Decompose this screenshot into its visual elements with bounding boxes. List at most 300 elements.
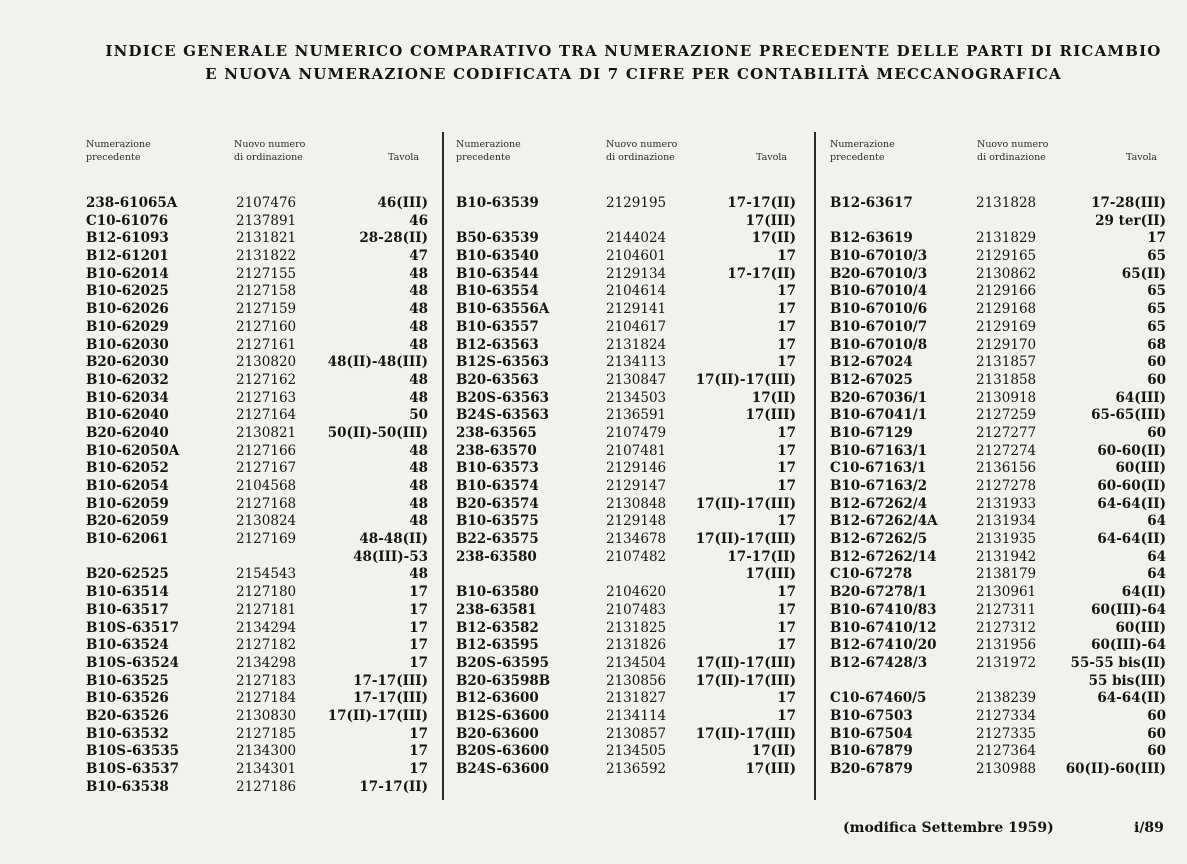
new-order-number: 2131933	[976, 495, 1037, 512]
tavola-ref: 60	[1147, 354, 1166, 371]
tavola-ref: 17-17(III)	[353, 672, 428, 689]
new-order-number: 2131942	[976, 548, 1037, 565]
tavola-ref: 65(II)	[1121, 265, 1166, 282]
previous-number: B12-63595	[456, 637, 539, 654]
new-order-number: 2131826	[606, 637, 667, 654]
new-order-number: 2131934	[976, 513, 1037, 530]
new-order-number: 2107483	[606, 601, 667, 618]
tavola-ref: 17	[777, 424, 796, 441]
tavola-ref: 65	[1147, 318, 1166, 335]
tavola-ref: 17	[409, 743, 428, 760]
tavola-ref: 48	[409, 566, 428, 583]
tavola-ref: 46	[409, 212, 428, 229]
new-order-number: 2127184	[236, 690, 297, 707]
previous-number: B10-63580	[456, 584, 539, 601]
new-order-number: 2134678	[606, 531, 667, 548]
previous-number: B12-67262/4	[830, 495, 928, 512]
previous-number: B10-63525	[86, 672, 169, 689]
previous-number: C10-67163/1	[830, 460, 927, 477]
tavola-ref: 17-28(III)	[1091, 195, 1166, 211]
tavola-ref: 48	[409, 336, 428, 353]
tavola-ref: 60(II)-60(III)	[1065, 761, 1166, 777]
previous-number: B20S-63563	[456, 389, 550, 406]
new-order-number: 2134301	[236, 761, 297, 777]
previous-number: B10-67129	[830, 424, 913, 441]
previous-number: B10-62026	[86, 301, 169, 318]
previous-number: B20-63574	[456, 495, 539, 512]
previous-number: B12-63563	[456, 336, 539, 353]
previous-number: B10-67010/8	[830, 336, 928, 353]
new-order-number: 2127185	[236, 725, 297, 742]
new-order-number: 2138179	[976, 566, 1037, 583]
new-order-number: 2127161	[236, 336, 297, 353]
header-tavola-3: Tavola	[1126, 152, 1158, 163]
tavola-ref: 17	[777, 637, 796, 654]
tavola-ref: 50	[409, 407, 428, 424]
previous-number: B20-62040	[86, 424, 169, 441]
tavola-ref: 48	[409, 283, 428, 300]
previous-number: B10-62052	[86, 460, 169, 477]
revision-note: (modifica Settembre 1959)	[843, 820, 1054, 836]
previous-number: C10-67460/5	[830, 690, 927, 707]
new-order-number: 2131828	[976, 195, 1037, 211]
new-order-number: 2107481	[606, 442, 667, 459]
tavola-ref: 17	[409, 619, 428, 636]
tavola-ref: 28-28(II)	[359, 230, 428, 247]
new-order-number: 2130848	[606, 495, 667, 512]
previous-number: B20S-63600	[456, 743, 550, 760]
new-order-number: 2127259	[976, 407, 1037, 424]
previous-number: B20-62030	[86, 354, 169, 371]
new-order-number: 2131858	[976, 371, 1037, 388]
tavola-ref: 17	[777, 301, 796, 318]
tavola-ref: 55 bis(III)	[1088, 672, 1166, 689]
new-order-number: 2127311	[976, 601, 1037, 618]
new-order-number: 2129168	[976, 301, 1037, 318]
header-tavola-1: Tavola	[388, 152, 420, 163]
new-order-number: 2131857	[976, 354, 1037, 371]
tavola-ref: 17(II)	[751, 743, 796, 760]
new-order-number: 2104568	[236, 478, 297, 494]
tavola-ref: 60	[1147, 371, 1166, 388]
new-order-number: 2131972	[976, 654, 1037, 671]
new-order-number: 2127155	[236, 265, 297, 282]
previous-number: B20-67010/3	[830, 265, 928, 282]
new-order-number: 2127162	[236, 371, 297, 388]
previous-number: B10-63540	[456, 248, 539, 265]
tavola-ref: 17	[777, 619, 796, 636]
tavola-ref: 48	[409, 301, 428, 318]
tavola-ref: 60	[1147, 707, 1166, 724]
tavola-ref: 48	[409, 513, 428, 530]
previous-number: B12-63600	[456, 690, 539, 707]
new-order-number: 2129170	[976, 336, 1037, 353]
new-order-number: 2134503	[606, 389, 667, 406]
new-order-number: 2144024	[606, 230, 667, 247]
previous-number: B10-63556A	[456, 301, 550, 318]
new-order-number: 2127277	[976, 424, 1037, 441]
new-order-number: 2127278	[976, 478, 1037, 494]
new-order-number: 2129146	[606, 460, 667, 477]
tavola-ref: 48(III)-53	[353, 548, 428, 565]
previous-number: B10-67504	[830, 725, 913, 742]
tavola-ref: 17(III)	[745, 407, 796, 424]
new-order-number: 2127186	[236, 778, 297, 795]
tavola-ref: 17-17(III)	[353, 690, 428, 707]
previous-number: B10-67410/12	[830, 619, 937, 636]
tavola-ref: 68	[1147, 336, 1166, 353]
new-order-number: 2104620	[606, 584, 667, 601]
previous-number: B12-61201	[86, 248, 169, 265]
previous-number: B12-67024	[830, 354, 913, 371]
column-divider	[442, 132, 444, 800]
new-order-number: 2127274	[976, 442, 1037, 459]
previous-number: B20-63563	[456, 371, 539, 388]
previous-number: 238-63570	[456, 442, 537, 459]
new-order-number: 2129148	[606, 513, 667, 530]
new-order-number: 2130918	[976, 389, 1037, 406]
page-title-line-1: INDICE GENERALE NUMERICO COMPARATIVO TRA NUMERAZIONE PRECEDENTE DELLE PARTI DI RICAMBIO	[105, 42, 1162, 60]
previous-number: B24S-63600	[456, 761, 550, 777]
tavola-ref: 48	[409, 478, 428, 494]
new-order-number: 2129166	[976, 283, 1037, 300]
previous-number: B12S-63600	[456, 707, 550, 724]
previous-number: B12-67262/14	[830, 548, 937, 565]
header-prev-1: Numerazione precedente	[86, 139, 151, 163]
new-order-number: 2154543	[236, 566, 297, 583]
tavola-ref: 29 ter(II)	[1095, 212, 1166, 229]
tavola-ref: 60	[1147, 424, 1166, 441]
previous-number: 238-63565	[456, 424, 537, 441]
previous-number: B10-63526	[86, 690, 169, 707]
previous-number: B10-67010/6	[830, 301, 928, 318]
tavola-ref: 17(III)	[745, 212, 796, 229]
page-title-line-2: E NUOVA NUMERAZIONE CODIFICATA DI 7 CIFRE PER CONTABILITÀ MECCANOGRAFICA	[205, 65, 1062, 83]
previous-number: B12-67410/20	[830, 637, 937, 654]
new-order-number: 2134294	[236, 619, 297, 636]
previous-number: B10-62025	[86, 283, 169, 300]
tavola-ref: 46(III)	[377, 195, 428, 211]
previous-number: B10-63544	[456, 265, 539, 282]
tavola-ref: 17	[777, 460, 796, 477]
tavola-ref: 17(II)	[751, 389, 796, 406]
tavola-ref: 64-64(II)	[1097, 690, 1166, 707]
tavola-ref: 60	[1147, 725, 1166, 742]
tavola-ref: 17(III)	[745, 566, 796, 583]
previous-number: B10-63539	[456, 195, 539, 211]
previous-number: B12-67262/5	[830, 531, 928, 548]
new-order-number: 2131827	[606, 690, 667, 707]
previous-number: B20-67278/1	[830, 584, 928, 601]
tavola-ref: 17	[777, 354, 796, 371]
previous-number: B10-63574	[456, 478, 539, 494]
tavola-ref: 65	[1147, 283, 1166, 300]
previous-number: B10-63554	[456, 283, 539, 300]
tavola-ref: 17	[777, 584, 796, 601]
previous-number: B10-62050A	[86, 442, 180, 459]
previous-number: B10-67879	[830, 743, 913, 760]
tavola-ref: 17	[777, 318, 796, 335]
tavola-ref: 48	[409, 460, 428, 477]
new-order-number: 2130856	[606, 672, 667, 689]
new-order-number: 2107476	[236, 195, 297, 211]
new-order-number: 2137891	[236, 212, 297, 229]
new-order-number: 2127164	[236, 407, 297, 424]
new-order-number: 2127169	[236, 531, 297, 548]
new-order-number: 2136592	[606, 761, 667, 777]
tavola-ref: 17	[777, 336, 796, 353]
new-order-number: 2127167	[236, 460, 297, 477]
tavola-ref: 48	[409, 442, 428, 459]
tavola-ref: 17(II)-17(III)	[695, 371, 796, 388]
previous-number: B10-67410/83	[830, 601, 937, 618]
tavola-ref: 48-48(II)	[359, 531, 428, 548]
previous-number: B20-63598B	[456, 672, 551, 689]
tavola-ref: 17-17(II)	[359, 778, 428, 795]
new-order-number: 2134298	[236, 654, 297, 671]
new-order-number: 2134505	[606, 743, 667, 760]
tavola-ref: 64(II)	[1121, 584, 1166, 601]
tavola-ref: 17	[1147, 230, 1166, 247]
previous-number: B20-63526	[86, 707, 169, 724]
new-order-number: 2127159	[236, 301, 297, 318]
tavola-ref: 17	[409, 654, 428, 671]
new-order-number: 2130824	[236, 513, 297, 530]
header-new-2: Nuovo numero di ordinazione	[606, 139, 678, 163]
new-order-number: 2131825	[606, 619, 667, 636]
tavola-ref: 17	[777, 707, 796, 724]
tavola-ref: 17	[777, 442, 796, 459]
tavola-ref: 17	[409, 637, 428, 654]
new-order-number: 2131824	[606, 336, 667, 353]
new-order-number: 2134114	[606, 707, 667, 724]
previous-number: C10-61076	[86, 212, 169, 229]
new-order-number: 2130820	[236, 354, 297, 371]
tavola-ref: 17(III)	[745, 761, 796, 777]
new-order-number: 2127312	[976, 619, 1037, 636]
tavola-ref: 64-64(II)	[1097, 495, 1166, 512]
tavola-ref: 17	[409, 584, 428, 601]
tavola-ref: 64	[1147, 513, 1166, 530]
previous-number: B10-62014	[86, 265, 169, 282]
new-order-number: 2131935	[976, 531, 1037, 548]
previous-number: B12-63617	[830, 195, 913, 211]
tavola-ref: 17(II)-17(III)	[695, 531, 796, 548]
new-order-number: 2131821	[236, 230, 297, 247]
new-order-number: 2127166	[236, 442, 297, 459]
tavola-ref: 17-17(II)	[727, 548, 796, 565]
new-order-number: 2104614	[606, 283, 667, 300]
previous-number: B20-67036/1	[830, 389, 928, 406]
previous-number: B20-62059	[86, 513, 169, 530]
new-order-number: 2130821	[236, 424, 297, 441]
previous-number: B10-62059	[86, 495, 169, 512]
previous-number: B12-67262/4A	[830, 513, 938, 530]
tavola-ref: 48	[409, 265, 428, 282]
previous-number: B20-67879	[830, 761, 913, 777]
column-divider	[814, 132, 816, 800]
new-order-number: 2107479	[606, 424, 667, 441]
previous-number: B12-67025	[830, 371, 913, 388]
new-order-number: 2127334	[976, 707, 1037, 724]
new-order-number: 2130988	[976, 761, 1037, 777]
previous-number: 238-61065A	[86, 195, 178, 211]
new-order-number: 2130857	[606, 725, 667, 742]
previous-number: B10-67010/3	[830, 248, 928, 265]
header-prev-3: Numerazione precedente	[830, 139, 895, 163]
new-order-number: 2130961	[976, 584, 1037, 601]
tavola-ref: 64	[1147, 548, 1166, 565]
new-order-number: 2127163	[236, 389, 297, 406]
new-order-number: 2127158	[236, 283, 297, 300]
previous-number: B20S-63595	[456, 654, 550, 671]
previous-number: B10S-63517	[86, 619, 180, 636]
tavola-ref: 48	[409, 371, 428, 388]
previous-number: B10-67163/2	[830, 478, 928, 494]
previous-number: B10S-63537	[86, 761, 180, 777]
tavola-ref: 48	[409, 495, 428, 512]
new-order-number: 2127182	[236, 637, 297, 654]
new-order-number: 2104617	[606, 318, 667, 335]
previous-number: B12-67428/3	[830, 654, 928, 671]
previous-number: B10-62029	[86, 318, 169, 335]
new-order-number: 2127168	[236, 495, 297, 512]
new-order-number: 2134113	[606, 354, 667, 371]
new-order-number: 2136156	[976, 460, 1037, 477]
tavola-ref: 48	[409, 318, 428, 335]
tavola-ref: 17	[777, 283, 796, 300]
previous-number: B10-62034	[86, 389, 169, 406]
tavola-ref: 60-60(II)	[1097, 442, 1166, 459]
new-order-number: 2138239	[976, 690, 1037, 707]
tavola-ref: 64	[1147, 566, 1166, 583]
tavola-ref: 65-65(III)	[1091, 407, 1166, 424]
tavola-ref: 17(II)-17(III)	[327, 707, 428, 724]
new-order-number: 2107482	[606, 548, 667, 565]
tavola-ref: 47	[409, 248, 428, 265]
tavola-ref: 17(II)-17(III)	[695, 725, 796, 742]
previous-number: B22-63575	[456, 531, 539, 548]
previous-number: B12-63582	[456, 619, 539, 636]
new-order-number: 2127335	[976, 725, 1037, 742]
previous-number: B10S-63524	[86, 654, 180, 671]
previous-number: B10-63575	[456, 513, 539, 530]
tavola-ref: 17	[777, 601, 796, 618]
tavola-ref: 48	[409, 389, 428, 406]
tavola-ref: 64(III)	[1115, 389, 1166, 406]
previous-number: B10-62054	[86, 478, 169, 494]
previous-number: B10-63524	[86, 637, 169, 654]
tavola-ref: 17(II)-17(III)	[695, 654, 796, 671]
previous-number: B12S-63563	[456, 354, 550, 371]
tavola-ref: 17(II)-17(III)	[695, 495, 796, 512]
previous-number: B10-63538	[86, 778, 169, 795]
tavola-ref: 60(III)-64	[1091, 637, 1166, 654]
tavola-ref: 64-64(II)	[1097, 531, 1166, 548]
previous-number: B10-63557	[456, 318, 539, 335]
new-order-number: 2127160	[236, 318, 297, 335]
new-order-number: 2136591	[606, 407, 667, 424]
header-prev-2: Numerazione precedente	[456, 139, 521, 163]
new-order-number: 2129147	[606, 478, 667, 494]
new-order-number: 2130862	[976, 265, 1037, 282]
tavola-ref: 65	[1147, 301, 1166, 318]
tavola-ref: 17(II)-17(III)	[695, 672, 796, 689]
previous-number: B12-61093	[86, 230, 169, 247]
tavola-ref: 17-17(II)	[727, 265, 796, 282]
new-order-number: 2129195	[606, 195, 667, 211]
previous-number: B10-62030	[86, 336, 169, 353]
tavola-ref: 17	[409, 761, 428, 777]
previous-number: B10-67163/1	[830, 442, 928, 459]
previous-number: B10S-63535	[86, 743, 180, 760]
new-order-number: 2127180	[236, 584, 297, 601]
previous-number: C10-67278	[830, 566, 913, 583]
tavola-ref: 17	[409, 725, 428, 742]
previous-number: B10-67010/4	[830, 283, 928, 300]
tavola-ref: 65	[1147, 248, 1166, 265]
new-order-number: 2104601	[606, 248, 667, 265]
previous-number: B10-63532	[86, 725, 169, 742]
tavola-ref: 17	[777, 478, 796, 494]
previous-number: B10-62061	[86, 531, 169, 548]
header-new-3: Nuovo numero di ordinazione	[977, 139, 1049, 163]
previous-number: B10-63573	[456, 460, 539, 477]
previous-number: B24S-63563	[456, 407, 550, 424]
header-tavola-2: Tavola	[756, 152, 788, 163]
previous-number: B10-67041/1	[830, 407, 928, 424]
header-new-1: Nuovo numero di ordinazione	[234, 139, 306, 163]
new-order-number: 2130830	[236, 707, 297, 724]
new-order-number: 2134504	[606, 654, 667, 671]
tavola-ref: 17	[777, 513, 796, 530]
tavola-ref: 17	[777, 248, 796, 265]
tavola-ref: 60	[1147, 743, 1166, 760]
previous-number: B12-63619	[830, 230, 913, 247]
previous-number: B50-63539	[456, 230, 539, 247]
previous-number: B20-63600	[456, 725, 539, 742]
tavola-ref: 17-17(II)	[727, 195, 796, 211]
tavola-ref: 60(III)	[1115, 619, 1166, 636]
previous-number: B10-67503	[830, 707, 913, 724]
previous-number: B10-63517	[86, 601, 169, 618]
new-order-number: 2129169	[976, 318, 1037, 335]
tavola-ref: 48(II)-48(III)	[327, 354, 428, 371]
new-order-number: 2129141	[606, 301, 667, 318]
tavola-ref: 17	[777, 690, 796, 707]
new-order-number: 2129134	[606, 265, 667, 282]
tavola-ref: 60-60(II)	[1097, 478, 1166, 494]
new-order-number: 2127364	[976, 743, 1037, 760]
previous-number: B20-62525	[86, 566, 169, 583]
page-number: i/89	[1134, 820, 1164, 836]
previous-number: B10-63514	[86, 584, 169, 601]
tavola-ref: 60(III)	[1115, 460, 1166, 477]
tavola-ref: 50(II)-50(III)	[327, 424, 428, 441]
new-order-number: 2127183	[236, 672, 297, 689]
new-order-number: 2129165	[976, 248, 1037, 265]
tavola-ref: 55-55 bis(II)	[1070, 654, 1166, 671]
new-order-number: 2130847	[606, 371, 667, 388]
previous-number: B10-67010/7	[830, 318, 928, 335]
new-order-number: 2131956	[976, 637, 1037, 654]
new-order-number: 2131822	[236, 248, 297, 265]
previous-number: B10-62032	[86, 371, 169, 388]
previous-number: 238-63580	[456, 548, 537, 565]
new-order-number: 2127181	[236, 601, 297, 618]
new-order-number: 2134300	[236, 743, 297, 760]
previous-number: 238-63581	[456, 601, 537, 618]
